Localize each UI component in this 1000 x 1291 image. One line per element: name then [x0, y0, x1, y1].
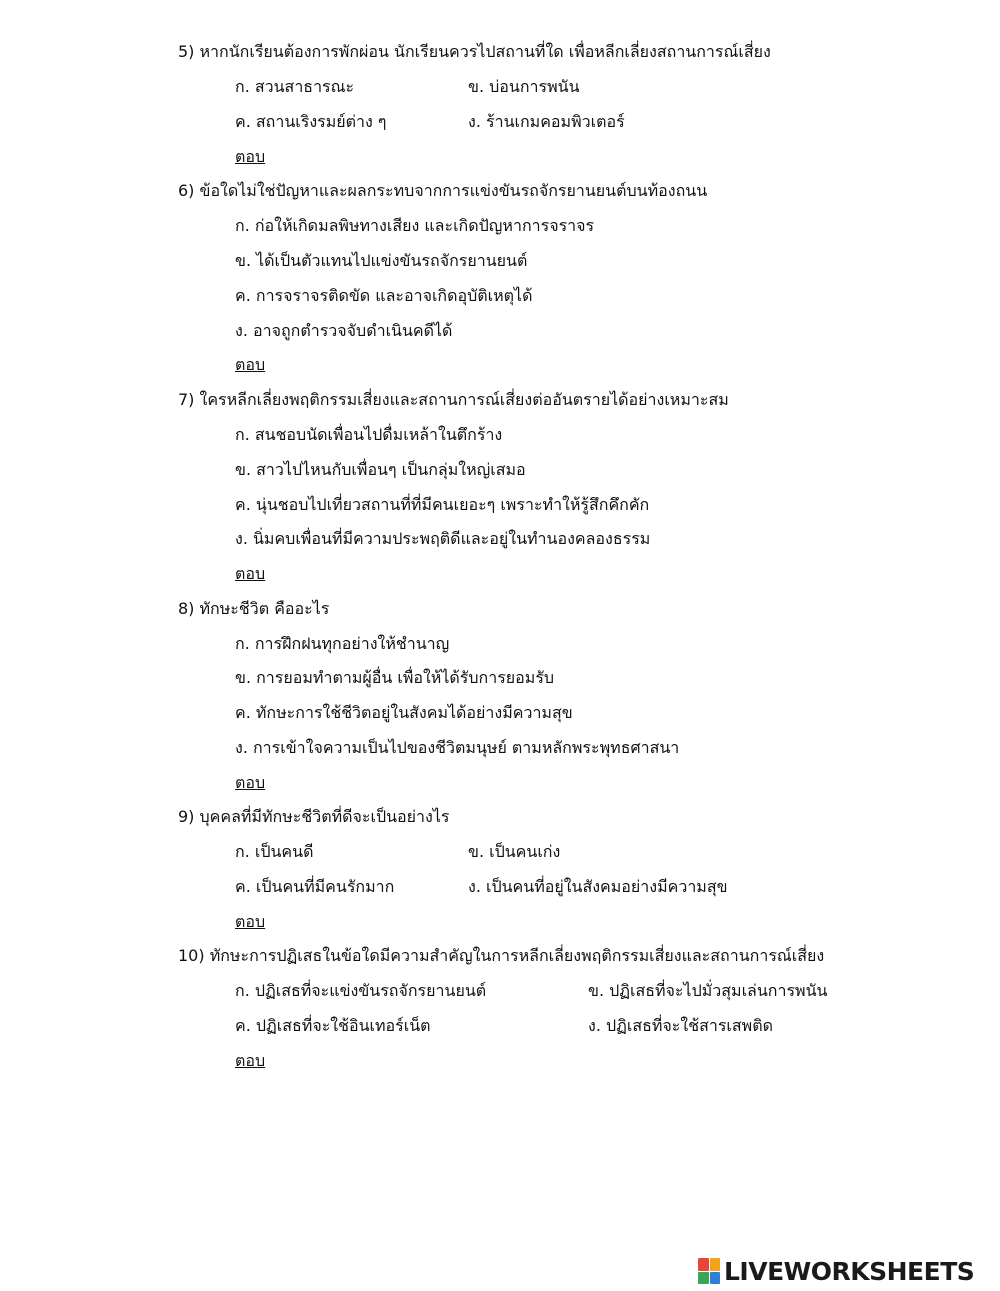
logo-text: LIVEWORKSHEETS	[724, 1256, 975, 1286]
question-5: 5) หากนักเรียนต้องการพักผ่อน นักเรียนควรไปสถานที่ใด เพื่อหลีกเลี่ยงสถานการณ์เสี่ยง	[178, 42, 771, 61]
q9-option-c: ค. เป็นคนที่มีคนรักมาก	[235, 877, 395, 896]
q5-option-d: ง. ร้านเกมคอมพิวเตอร์	[468, 112, 625, 131]
q5-option-b: ข. บ่อนการพนัน	[468, 77, 580, 96]
question-10: 10) ทักษะการปฏิเสธในข้อใดมีความสำคัญในการหลีกเลี่ยงพฤติกรรมเสี่ยงและสถานการณ์เสี่ยง	[178, 946, 825, 965]
q7-option-b: ข. สาวไปไหนกับเพื่อนๆ เป็นกลุ่มใหญ่เสมอ	[235, 460, 526, 479]
q10-option-c: ค. ปฏิเสธที่จะใช้อินเทอร์เน็ต	[235, 1016, 431, 1035]
q9-option-b: ข. เป็นคนเก่ง	[468, 842, 561, 861]
question-7: 7) ใครหลีกเลี่ยงพฤติกรรมเสี่ยงและสถานการณ์เสี่ยงต่ออันตรายได้อย่างเหมาะสม	[178, 390, 729, 409]
liveworksheets-logo[interactable]	[698, 1256, 974, 1286]
q7-option-d: ง. นิ่มคบเพื่อนที่มีความประพฤติดีและอยู่ในทำนองคลองธรรม	[235, 529, 651, 548]
q5-option-a: ก. สวนสาธารณะ	[235, 77, 355, 96]
q6-option-a: ก. ก่อให้เกิดมลพิษทางเสียง และเกิดปัญหาการจราจร	[235, 216, 595, 235]
question-6: 6) ข้อใดไม่ใช่ปัญหาและผลกระทบจากการแข่งขันรถจักรยานยนต์บนท้องถนน	[178, 181, 708, 200]
q10-option-a: ก. ปฏิเสธที่จะแข่งขันรถจักรยานยนต์	[235, 981, 487, 1000]
q8-option-b: ข. การยอมทำตามผู้อื่น เพื่อให้ได้รับการยอมรับ	[235, 668, 555, 687]
logo-mark-block	[710, 1272, 721, 1285]
q7-answer-label[interactable]: ตอบ	[235, 564, 266, 583]
q5-option-c: ค. สถานเริงรมย์ต่าง ๆ	[235, 112, 387, 131]
q9-answer-label[interactable]: ตอบ	[235, 912, 266, 931]
liveworksheets-logo-icon	[698, 1258, 720, 1284]
question-8: 8) ทักษะชีวิต คืออะไร	[178, 599, 330, 618]
q6-answer-label[interactable]: ตอบ	[235, 355, 266, 374]
q7-option-c: ค. นุ่นชอบไปเที่ยวสถานที่ที่มีคนเยอะๆ เพราะทำให้รู้สึกคึกคัก	[235, 495, 650, 514]
q9-option-a: ก. เป็นคนดี	[235, 842, 314, 861]
q9-option-d: ง. เป็นคนที่อยู่ในสังคมอย่างมีความสุข	[468, 877, 728, 896]
q8-option-d: ง. การเข้าใจความเป็นไปของชีวิตมนุษย์ ตามหลักพระพุทธศาสนา	[235, 738, 680, 757]
q6-option-b: ข. ได้เป็นตัวแทนไปแข่งขันรถจักรยานยนต์	[235, 251, 528, 270]
logo-mark-block	[710, 1258, 721, 1271]
q8-option-a: ก. การฝึกฝนทุกอย่างให้ชำนาญ	[235, 634, 450, 653]
q6-option-c: ค. การจราจรติดขัด และอาจเกิดอุบัติเหตุได้	[235, 286, 533, 305]
q8-option-c: ค. ทักษะการใช้ชีวิตอยู่ในสังคมได้อย่างมีความสุข	[235, 703, 573, 722]
logo-mark-block	[698, 1272, 709, 1285]
q5-answer-label[interactable]: ตอบ	[235, 147, 266, 166]
q10-option-d: ง. ปฏิเสธที่จะใช้สารเสพติด	[588, 1016, 773, 1035]
q6-option-d: ง. อาจถูกตำรวจจับดำเนินคดีได้	[235, 321, 453, 340]
question-9: 9) บุคคลที่มีทักษะชีวิตที่ดีจะเป็นอย่างไร	[178, 807, 450, 826]
q8-answer-label[interactable]: ตอบ	[235, 773, 266, 792]
q7-option-a: ก. สนชอบนัดเพื่อนไปดื่มเหล้าในตึกร้าง	[235, 425, 503, 444]
q10-option-b: ข. ปฏิเสธที่จะไปมั่วสุมเล่นการพนัน	[588, 981, 828, 1000]
logo-mark-block	[698, 1258, 709, 1271]
q10-answer-label[interactable]: ตอบ	[235, 1051, 266, 1070]
